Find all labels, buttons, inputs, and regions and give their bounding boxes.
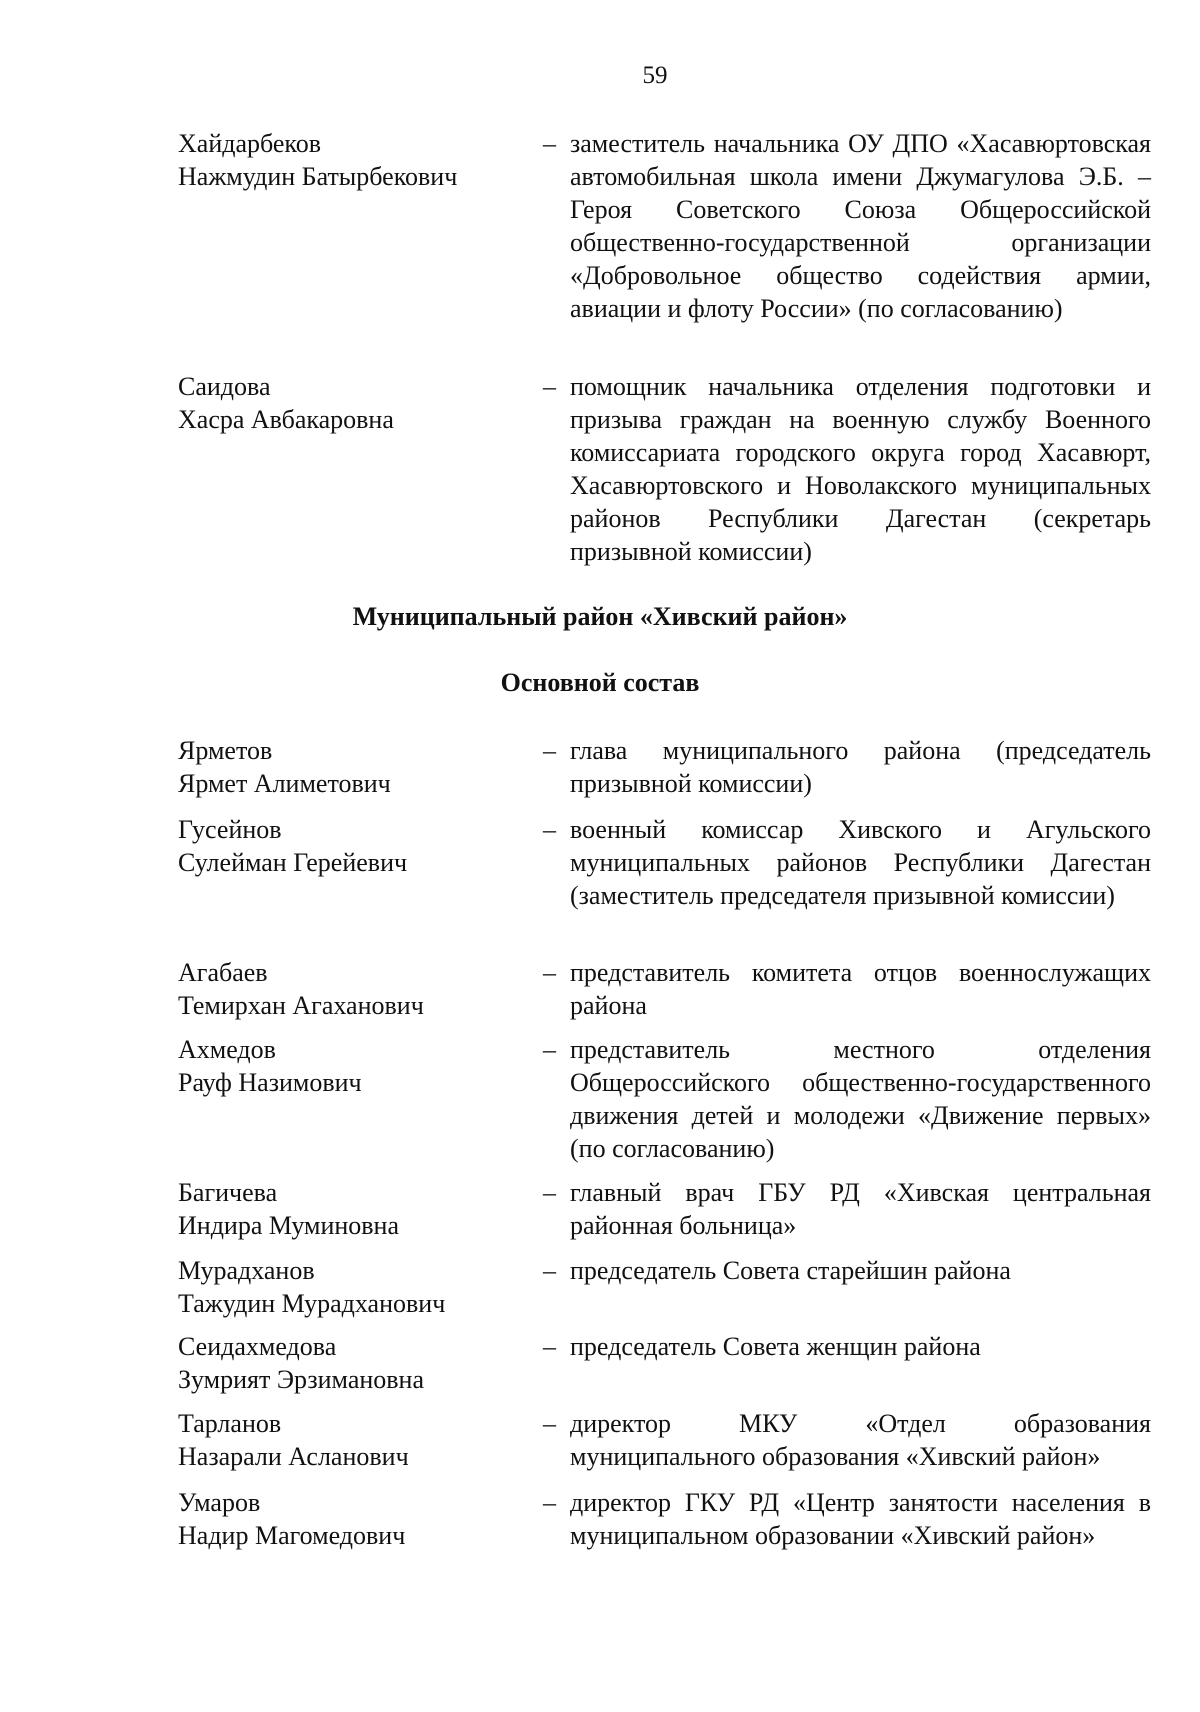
member-name bbox=[178, 1330, 528, 1396]
member-surname: Мурадханов bbox=[178, 1256, 315, 1285]
member-surname: Ахмедов bbox=[178, 1035, 276, 1064]
member-position: главный врач ГБУ РД «Хивская центральная районная больница» bbox=[570, 1178, 1151, 1240]
member-position: представитель комитета отцов военнослужащих района bbox=[570, 958, 1151, 1020]
member-name bbox=[178, 1033, 528, 1099]
member-given-name: Индира Муминовна bbox=[178, 1211, 400, 1240]
member-name bbox=[178, 1407, 528, 1473]
member-surname: Ярметов bbox=[178, 736, 273, 765]
dash-separator: – bbox=[543, 1256, 556, 1285]
page-number: 59 bbox=[642, 62, 668, 89]
member-position: глава муниципального района (председатель призывной комиссии) bbox=[570, 736, 1151, 798]
member-surname: Багичева bbox=[178, 1178, 278, 1207]
dash-separator: – bbox=[543, 1488, 556, 1517]
member-name bbox=[178, 813, 528, 879]
member-given-name: Нажмудин Батырбекович bbox=[178, 162, 458, 191]
member-position: представитель местного отделения Общероссийского общественно-государственного движения детей и молодежи «Движение первых» (по согласованию) bbox=[570, 1035, 1151, 1163]
member-position: военный комиссар Хивского и Агульского муниципальных районов Республики Дагестан (заместитель председателя призывной комиссии) bbox=[570, 815, 1151, 910]
member-name bbox=[178, 1176, 528, 1242]
member-name bbox=[178, 127, 528, 193]
dash-separator: – bbox=[543, 958, 556, 987]
member-surname: Тарланов bbox=[178, 1409, 282, 1438]
member-given-name: Темирхан Агаханович bbox=[178, 991, 424, 1020]
dash-separator: – bbox=[543, 1178, 556, 1207]
dash-separator: – bbox=[543, 372, 556, 401]
member-name bbox=[178, 956, 528, 1022]
member-position: заместитель начальника ОУ ДПО «Хасавюртовская автомобильная школа имени Джумагулова Э.Б. – Героя Советского Союза Общероссийской общественно-государственной организации «Добровольное общество содействия армии, авиации и флоту России» (по согласованию) bbox=[570, 129, 1151, 323]
dash-separator: – bbox=[543, 1035, 556, 1064]
member-name bbox=[178, 1254, 528, 1320]
member-given-name: Надир Магомедович bbox=[178, 1521, 406, 1550]
member-given-name: Рауф Назимович bbox=[178, 1068, 362, 1097]
member-name bbox=[178, 370, 528, 436]
member-surname: Саидова bbox=[178, 372, 271, 401]
member-surname: Хайдарбеков bbox=[178, 129, 322, 158]
member-position: председатель Совета старейшин района bbox=[570, 1256, 1011, 1285]
dash-separator: – bbox=[543, 129, 556, 158]
member-position: директор ГКУ РД «Центр занятости населения в муниципальном образовании «Хивский район» bbox=[570, 1488, 1151, 1550]
member-given-name: Сулейман Герейевич bbox=[178, 848, 408, 877]
subsection-title: Основной состав bbox=[500, 668, 700, 697]
member-name bbox=[178, 1486, 528, 1552]
member-surname: Гусейнов bbox=[178, 815, 282, 844]
member-given-name: Хасра Авбакаровна bbox=[178, 405, 394, 434]
dash-separator: – bbox=[543, 736, 556, 765]
member-name bbox=[178, 734, 528, 800]
member-position: помощник начальника отделения подготовки и призыва граждан на военную службу Военного комиссариата городского округа город Хасавюрт, Хасавюртовского и Новолакского муниципальных районов Республики Дагестан (секретарь призывной комиссии) bbox=[570, 372, 1151, 566]
dash-separator: – bbox=[543, 1332, 556, 1361]
section-title: Муниципальный район «Хивский район» bbox=[352, 602, 848, 631]
member-surname: Агабаев bbox=[178, 958, 268, 987]
dash-separator: – bbox=[543, 815, 556, 844]
member-given-name: Ярмет Алиметович bbox=[178, 769, 391, 798]
member-surname: Умаров bbox=[178, 1488, 261, 1517]
dash-separator: – bbox=[543, 1409, 556, 1438]
member-given-name: Тажудин Мурадханович bbox=[178, 1289, 446, 1318]
member-surname: Сеидахмедова bbox=[178, 1332, 337, 1361]
member-given-name: Назарали Асланович bbox=[178, 1442, 409, 1471]
member-given-name: Зумрият Эрзимановна bbox=[178, 1365, 424, 1394]
member-position: директор МКУ «Отдел образования муниципального образования «Хивский район» bbox=[570, 1409, 1151, 1471]
member-position: председатель Совета женщин района bbox=[570, 1332, 981, 1361]
